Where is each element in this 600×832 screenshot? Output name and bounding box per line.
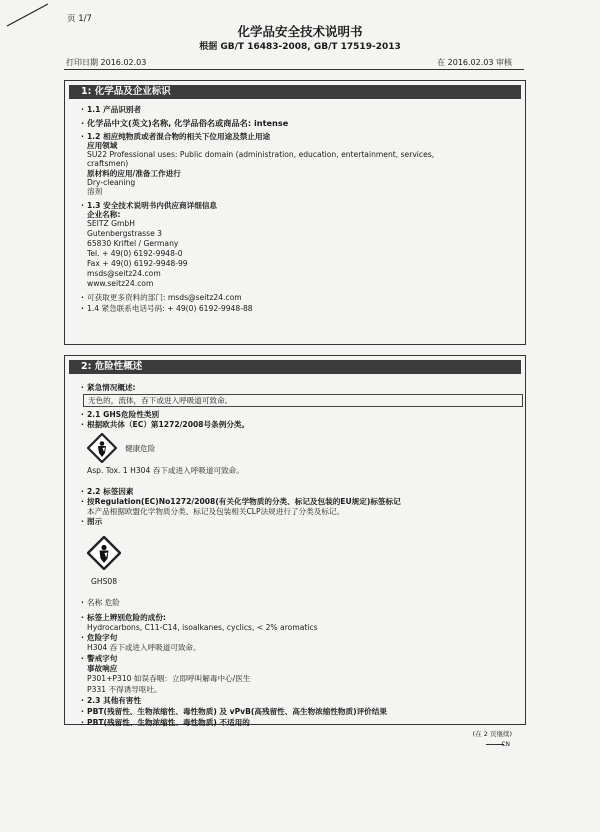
- section-2: [64, 355, 526, 725]
- classification-basis: · 根据欧共体（EC）第1272/2008号条例分类。: [87, 420, 249, 429]
- print-date: 打印日期 2016.02.03: [66, 58, 147, 67]
- su22-text: SU22 Professional uses: Public domain (administration, education, entertainment, services,: [87, 150, 435, 159]
- p301-text: P301+P310 如误吞咽：立即呼叫解毒中心/医生: [87, 674, 251, 683]
- dry-cleaning-text: Dry-cleaning: [87, 178, 136, 187]
- document-title: 化学品安全技术说明书: [237, 24, 363, 39]
- review-date: 在 2016.02.03 审核: [437, 58, 512, 67]
- hydrocarbons-text: Hydrocarbons, C11-C14, isoalkanes, cyclics, < 2% aromatics: [87, 623, 318, 632]
- ghs08-label: GHS08: [91, 577, 118, 586]
- emergency-phone: · 1.4 紧急联系电话号码: + 49(0) 6192-9948-88: [87, 304, 253, 313]
- pictogram-label: · 图示: [87, 517, 102, 526]
- emergency-overview-label: · 紧急情况概述:: [87, 383, 136, 392]
- health-hazard-icon: [87, 433, 117, 463]
- company-label: 企业名称:: [87, 210, 121, 219]
- company-city: 65830 Kriftel / Germany: [87, 239, 179, 248]
- su22-text-cont: craftsmen): [87, 159, 129, 168]
- document-subtitle: 根据 GB/T 16483-2008, GB/T 17519-2013: [199, 42, 401, 52]
- continued-note: (在 2 页继续): [472, 730, 512, 738]
- response-label: 事故响应: [87, 664, 118, 673]
- application-field-label: 应用领域: [87, 141, 118, 150]
- ghs-classification-heading: · 2.1 GHS危险性类别: [87, 410, 159, 419]
- label-elements-heading: · 2.2 标签因素: [87, 487, 133, 496]
- precautionary-label: · 警戒字句: [87, 654, 117, 663]
- emergency-overview-box: 无色的，流体，吞下或进入呼吸道可致命。: [83, 394, 523, 407]
- other-hazards-heading: · 2.3 其他有害性: [87, 696, 141, 705]
- company-website: www.seitz24.com: [87, 279, 154, 288]
- hazardous-components-label: · 标签上辨别危险的成份:: [87, 613, 166, 622]
- h304-text: H304 吞下或进入呼吸道可致命。: [87, 643, 201, 652]
- signal-word: · 名称 危险: [87, 598, 120, 607]
- company-fax: Fax + 49(0) 6192-9948-99: [87, 259, 188, 268]
- pbt-not-applicable: · PBT(残留性、生物浓缩性、毒性物质) 不适用的: [87, 718, 250, 727]
- company-name: SEITZ GmbH: [87, 219, 135, 228]
- pbt-vpvb-text: · PBT(残留性、生物浓缩性、毒性物质) 及 vPvB(高残留性、高生物浓缩性物质)评价结果: [87, 707, 387, 716]
- section-1-header: 1: 化学品及企业标识: [69, 85, 521, 99]
- ghs08-pictogram-icon: [87, 536, 121, 570]
- company-tel: Tel. + 49(0) 6192-9948-0: [87, 249, 183, 258]
- section-1: [64, 80, 526, 345]
- asp-tox-text: Asp. Tox. 1 H304 吞下或进入呼吸道可致命。: [87, 466, 244, 475]
- p331-text: P331 不得诱导呕吐。: [87, 685, 162, 694]
- solvent-text: 溶剂: [87, 187, 103, 196]
- header-divider: [64, 69, 524, 70]
- company-street: Gutenbergstrasse 3: [87, 229, 162, 238]
- supplier-heading: · 1.3 安全技术说明书内供应商详细信息: [87, 201, 217, 210]
- company-email: msds@seitz24.com: [87, 269, 161, 278]
- hazard-statements-label: · 危险字句: [87, 633, 117, 642]
- raw-material-label: 原材料的应用/准备工作进行: [87, 169, 181, 178]
- product-name: · 化学品中文(英文)名称, 化学品俗名或商品名: intense: [87, 119, 288, 128]
- regulation-label: · 按Regulation(EC)No1272/2008(有关化学物质的分类、标记及包装的EU规定)标签标记: [87, 497, 401, 506]
- clp-note: 本产品根据欧盟化学物质分类、标记及包装相关CLP法规进行了分类及标记。: [87, 507, 345, 516]
- product-identifier-heading: · 1.1 产品识别者: [87, 105, 141, 114]
- health-hazard-label: 健康危险: [125, 444, 156, 453]
- page-number: 页 1/7: [67, 14, 92, 24]
- language-code: CN: [501, 741, 510, 748]
- info-department: · 可获取更多资料的部门: msds@seitz24.com: [87, 293, 242, 302]
- uses-heading: · 1.2 相应纯物质或者混合物的相关下位用途及禁止用途: [87, 132, 270, 141]
- section-2-header: 2: 危险性概述: [69, 360, 521, 374]
